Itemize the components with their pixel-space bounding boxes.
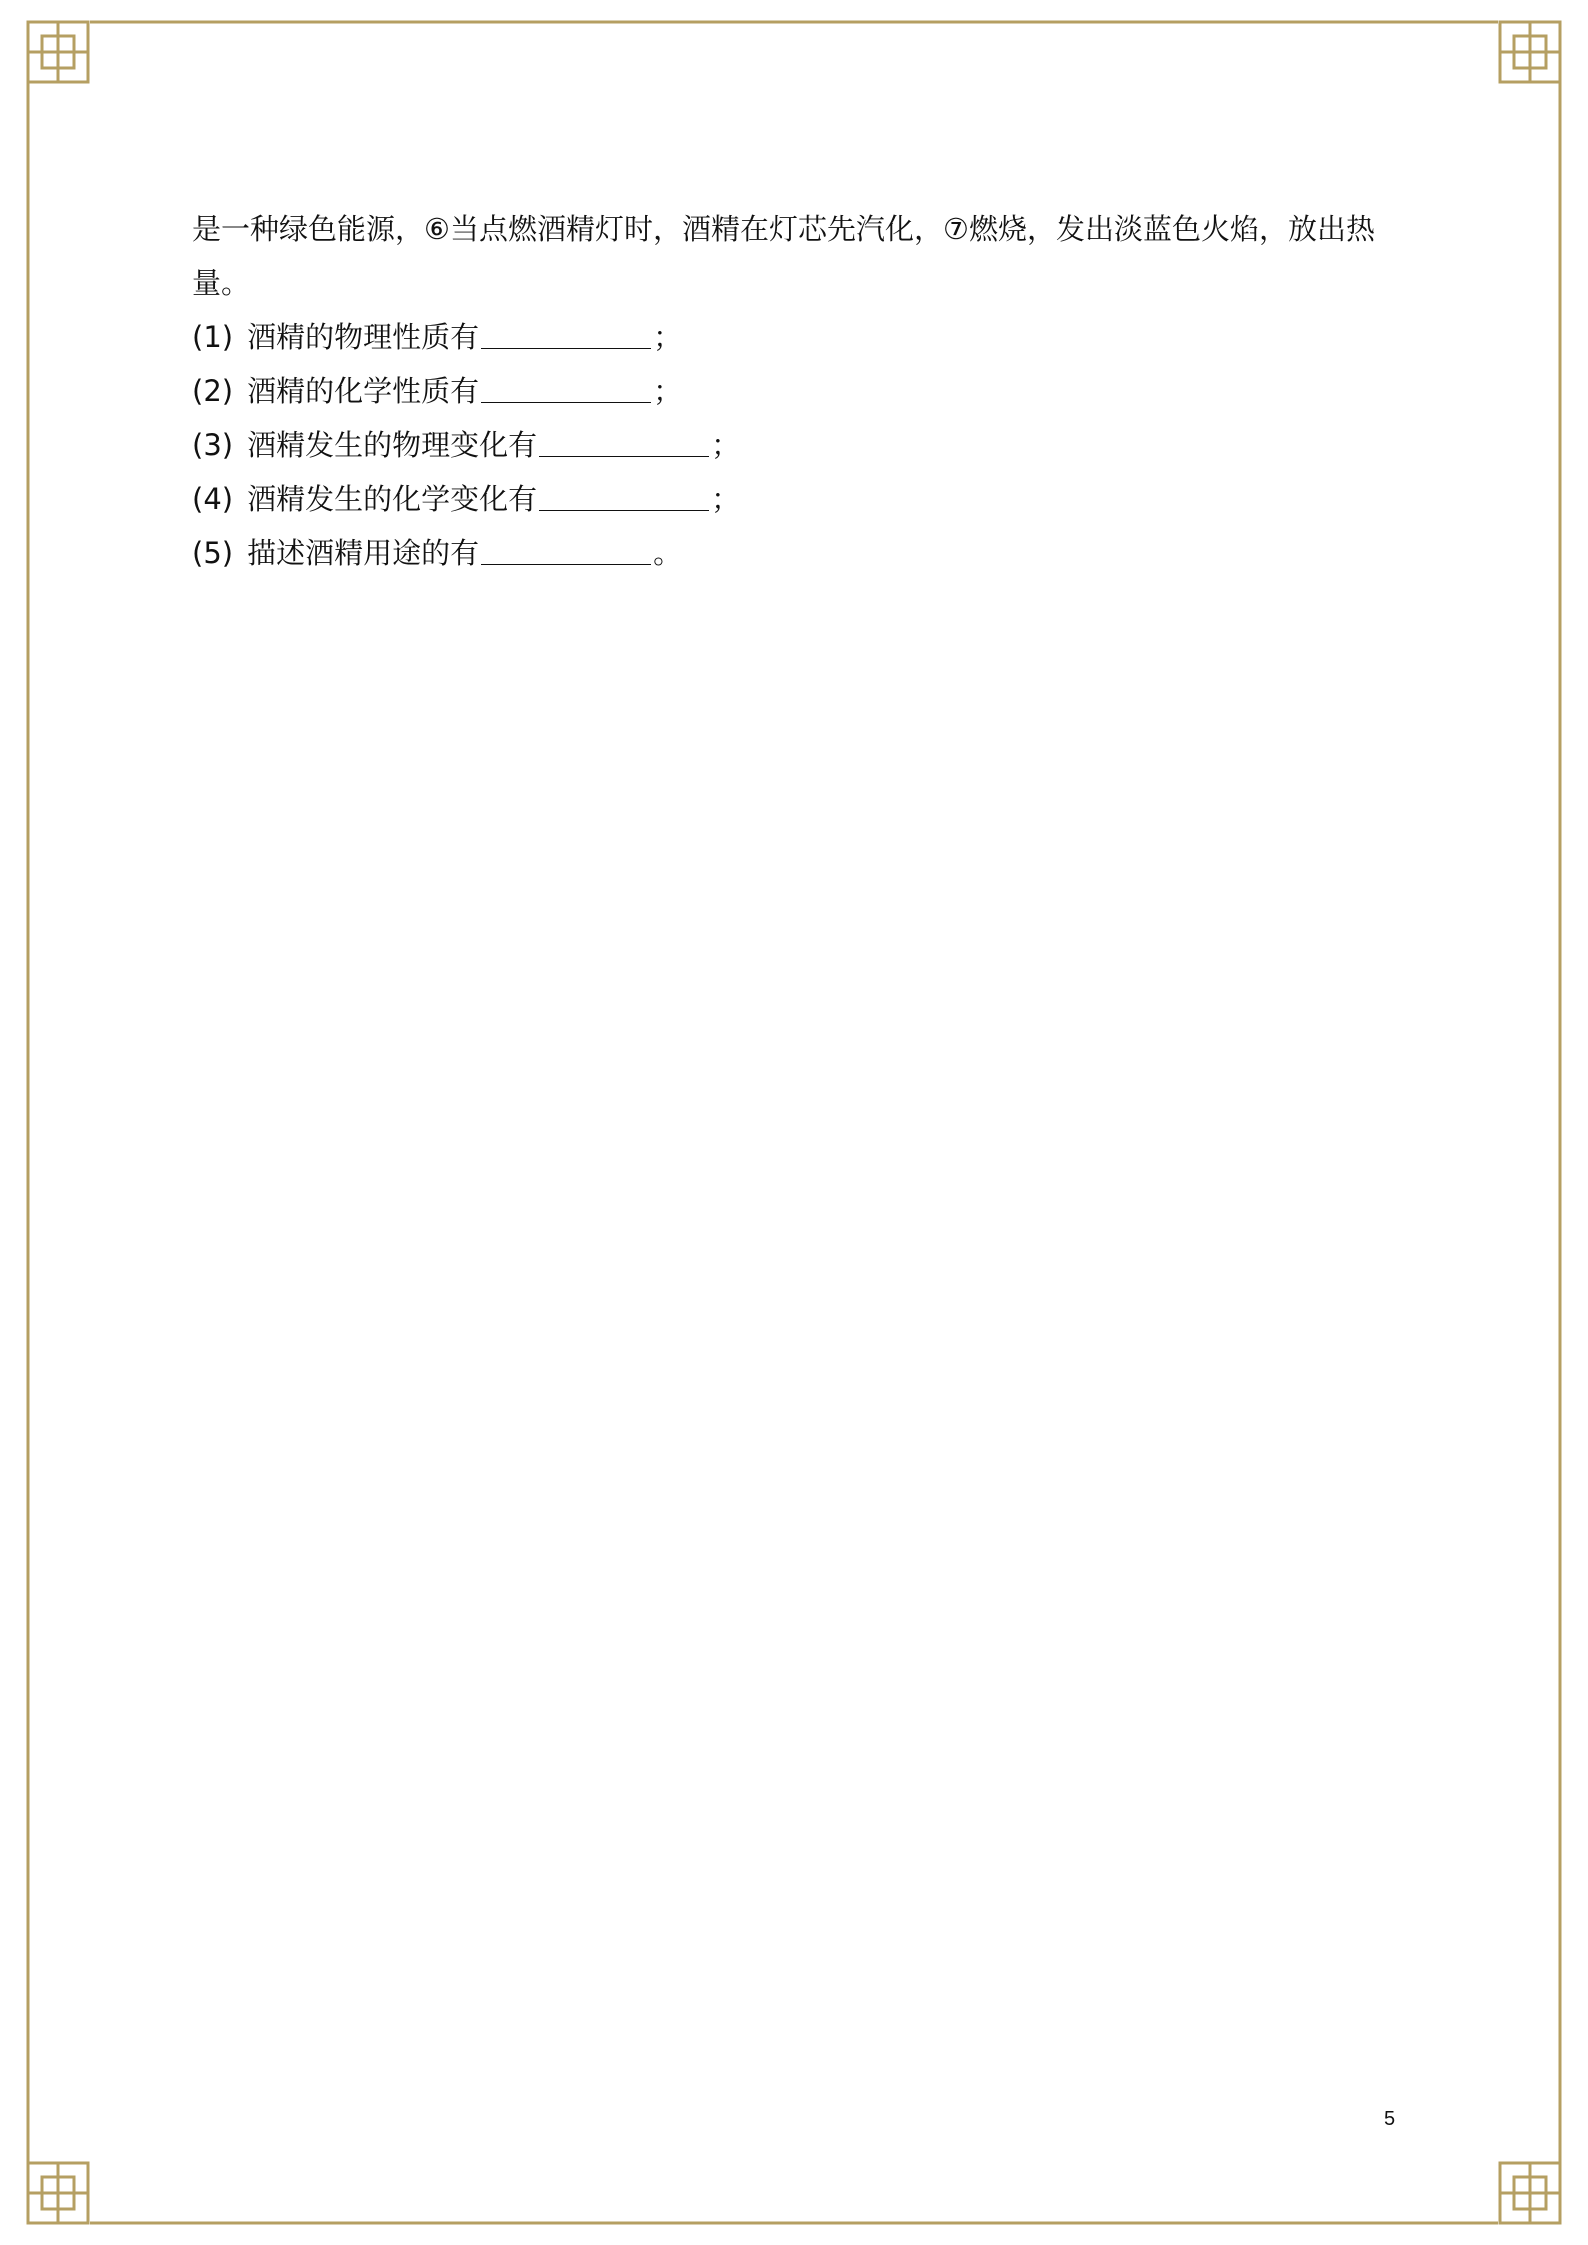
question-number: (5) <box>192 536 234 570</box>
question-item-3 <box>192 418 1412 472</box>
question-end-punct: 。 <box>653 536 683 570</box>
corner-ornament-top-left <box>28 22 88 82</box>
question-text: 酒精的化学性质有 <box>247 374 480 408</box>
corner-ornament-top-right <box>1500 22 1560 82</box>
question-number: (1) <box>192 320 234 354</box>
question-text: 酒精发生的物理变化有 <box>247 428 538 462</box>
question-number: (3) <box>192 428 234 462</box>
answer-blank[interactable] <box>539 509 709 511</box>
answer-blank[interactable] <box>481 563 651 565</box>
question-text: 描述酒精用途的有 <box>247 536 480 570</box>
corner-ornament-bottom-left <box>28 2163 88 2223</box>
question-item-1 <box>192 310 1412 364</box>
question-text: 酒精的物理性质有 <box>247 320 480 354</box>
question-item-2 <box>192 364 1412 418</box>
question-end-punct: ； <box>711 482 741 516</box>
question-end-punct: ； <box>653 374 683 408</box>
question-end-punct: ； <box>653 320 683 354</box>
passage-line-2: 量。 <box>192 266 251 300</box>
question-end-punct: ； <box>711 428 741 462</box>
question-number: (2) <box>192 374 234 408</box>
answer-blank[interactable] <box>481 401 651 403</box>
question-number: (4) <box>192 482 234 516</box>
corner-ornament-bottom-right <box>1500 2163 1560 2223</box>
answer-blank[interactable] <box>481 347 651 349</box>
question-item-5 <box>192 526 1412 580</box>
question-text: 酒精发生的化学变化有 <box>247 482 538 516</box>
passage-line-1: 是一种绿色能源，⑥当点燃酒精灯时，酒精在灯芯先汽化，⑦燃烧，发出淡蓝色火焰，放出热 <box>192 212 1375 246</box>
answer-blank[interactable] <box>539 455 709 457</box>
question-item-4 <box>192 472 1412 526</box>
question-content <box>192 202 1412 580</box>
page-number: 5 <box>1384 2108 1396 2130</box>
